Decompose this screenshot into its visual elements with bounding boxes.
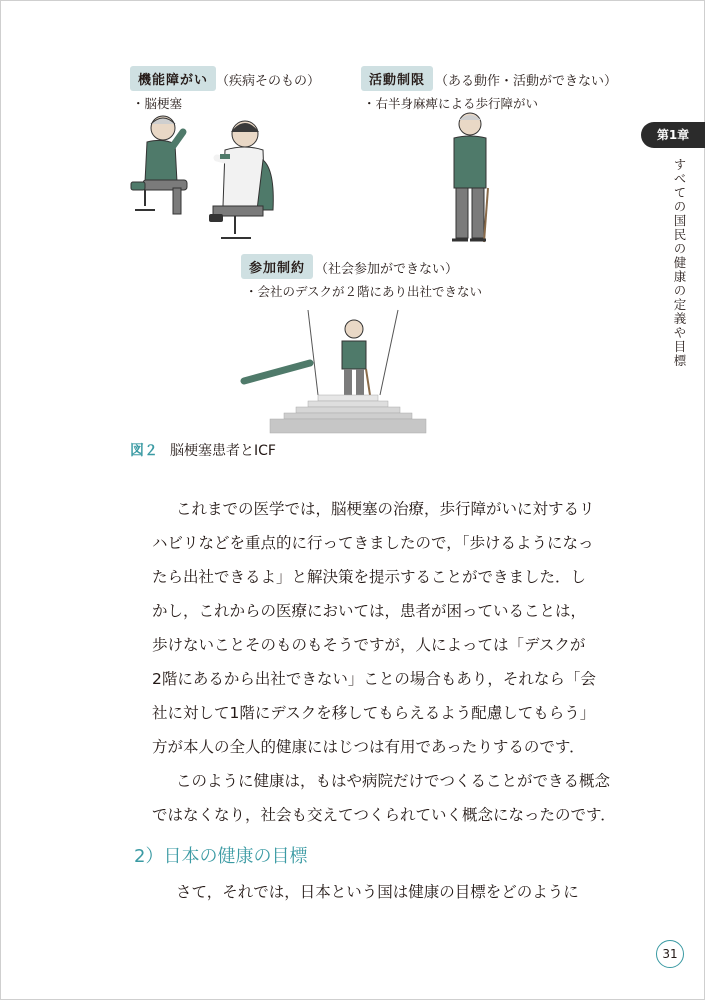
tag-participation-restriction: 参加制約 (241, 254, 313, 279)
doctor-patient-illustration (125, 110, 285, 250)
bullet-participation-restriction: ・会社のデスクが２階にあり出社できない (245, 284, 483, 299)
tag-activity-limitation: 活動制限 (361, 66, 433, 91)
paren-impairment: （疾病そのもの） (216, 74, 321, 89)
body-line: これまでの医学では，脳梗塞の治療，歩行障がいに対するリ (176, 500, 595, 518)
chapter-tab: 第1章 (641, 122, 705, 148)
body-line: 方が本人の全人的健康にはじつは有用であったりするのです． (152, 738, 585, 756)
body-line: かし，これからの医療においては，患者が困っていることは， (152, 602, 587, 620)
doctor-figure (209, 121, 273, 238)
body-line: さて，それでは，日本という国は健康の目標をどのように (176, 883, 579, 901)
body-line: たら出社できるよ」と解決策を提示することができました．し (152, 568, 587, 586)
stairs-illustration (240, 305, 430, 435)
body-line: このように健康は，もはや病院だけでつくることができる概念 (176, 772, 611, 790)
paren-activity-limitation: （ある動作・活動ができない） (435, 74, 618, 89)
body-line: ではなくなり，社会も交えてつくられていく概念になったのです． (152, 806, 616, 824)
page-number: 31 (656, 940, 684, 968)
figure-number: 図２ (130, 443, 158, 459)
walking-patient-illustration (440, 110, 500, 250)
body-line: 社に対して1階にデスクを移してもらえるよう配慮してもらう」 (152, 704, 596, 722)
tag-impairment: 機能障がい (130, 66, 216, 91)
paren-participation-restriction: （社会参加ができない） (315, 262, 459, 277)
figure-caption (130, 440, 276, 460)
bullet-impairment: ・脳梗塞 (132, 96, 183, 111)
chapter-title: すべての国民の健康の定義や目標 (672, 158, 687, 368)
body-line: 歩けないことそのものもそうですが，人によっては「デスクが (152, 636, 586, 654)
body-line: 2階にあるから出社できない」ことの場合もあり，それなら「会 (152, 670, 596, 688)
bullet-activity-limitation: ・右半身麻痺による歩行障がい (363, 96, 539, 111)
section-heading: 2）日本の健康の目標 (134, 846, 308, 867)
body-line: ハビリなどを重点的に行ってきましたので，「歩けるようになっ (152, 534, 594, 552)
patient-figure (131, 116, 187, 214)
figure-title: 脳梗塞患者とICF (170, 443, 276, 459)
